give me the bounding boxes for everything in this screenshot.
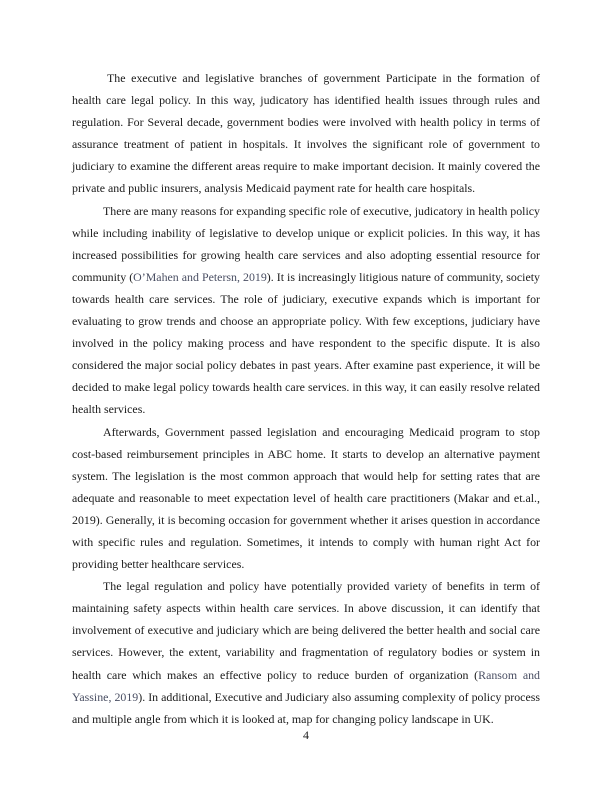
paragraph-3-text: Afterwards, Government passed legislation and encouraging Medicaid program to stop cost-based reimbursement principles in ABC home. It starts to develop an alternative payment system. The legislation is the most common approach that would help for setting rates that are adequate and reasonable to meet expectation level of health care practitioners (Makar and et.al., 2019). Generally, it is becoming occasion for government whether it arises question in accordance with specific rules and regulation. Sometimes, it intends to comply with human right Act for providing better healthcare services. <box>72 424 540 572</box>
paragraph-1 <box>72 67 540 200</box>
citation-ransom-yassine: Ransom and Yassine, 2019 <box>72 667 540 704</box>
paragraph-4-text-end: ). In additional, Executive and Judiciary also assuming complexity of policy process and multiple angle from which it is looked at, map for changing policy landscape in UK. <box>72 689 540 726</box>
paragraph-2-text-start: There are many reasons for expanding specific role of executive, judicatory in health policy while including inability of legislative to develop unique or explicit policies. In this way, it has increased possibilities for growing health care services and also adopting essential resource for community ( <box>72 203 540 284</box>
paragraph-4-text-start: The legal regulation and policy have potentially provided variety of benefits in term of maintaining safety aspects within health care services. In above discussion, it can identify that involvement of executive and judiciary which are being delivered the better health and social care services. However, the extent, variability and fragmentation of regulatory bodies or system in health care which makes an effective policy to reduce burden of organization ( <box>72 579 540 682</box>
paragraph-1-text: The executive and legislative branches of government Participate in the formation of health care legal policy. In this way, judicatory has identified health issues through rules and regulation. For Several decade, government bodies were involved with health policy in terms of assurance treatment of patient in hospitals. It involves the significant role of government to judiciary to examine the different areas require to make important decision. It mainly covered the private and public insurers, analysis Medicaid payment rate for health care hospitals. <box>72 71 540 196</box>
body-text <box>72 67 540 730</box>
paragraph-3 <box>72 421 540 576</box>
paragraph-2 <box>72 200 540 421</box>
page-number: 4 <box>303 728 309 742</box>
paragraph-4 <box>72 575 540 730</box>
paragraph-2-text-end: ). It is increasingly litigious nature of community, society towards health care services. The role of judiciary, executive expands which is important for evaluating to grow trends and choose an appropriate policy. With few exceptions, judiciary have involved in the policy making process and have respondent to the specific dispute. It is also considered the major social policy debates in past years. After examine past experience, it will be decided to make legal policy towards health care services. in this way, it can easily resolve related health services. <box>72 269 540 417</box>
citation-omahen-petersn: O’Mahen and Petersn, 2019 <box>133 269 267 284</box>
